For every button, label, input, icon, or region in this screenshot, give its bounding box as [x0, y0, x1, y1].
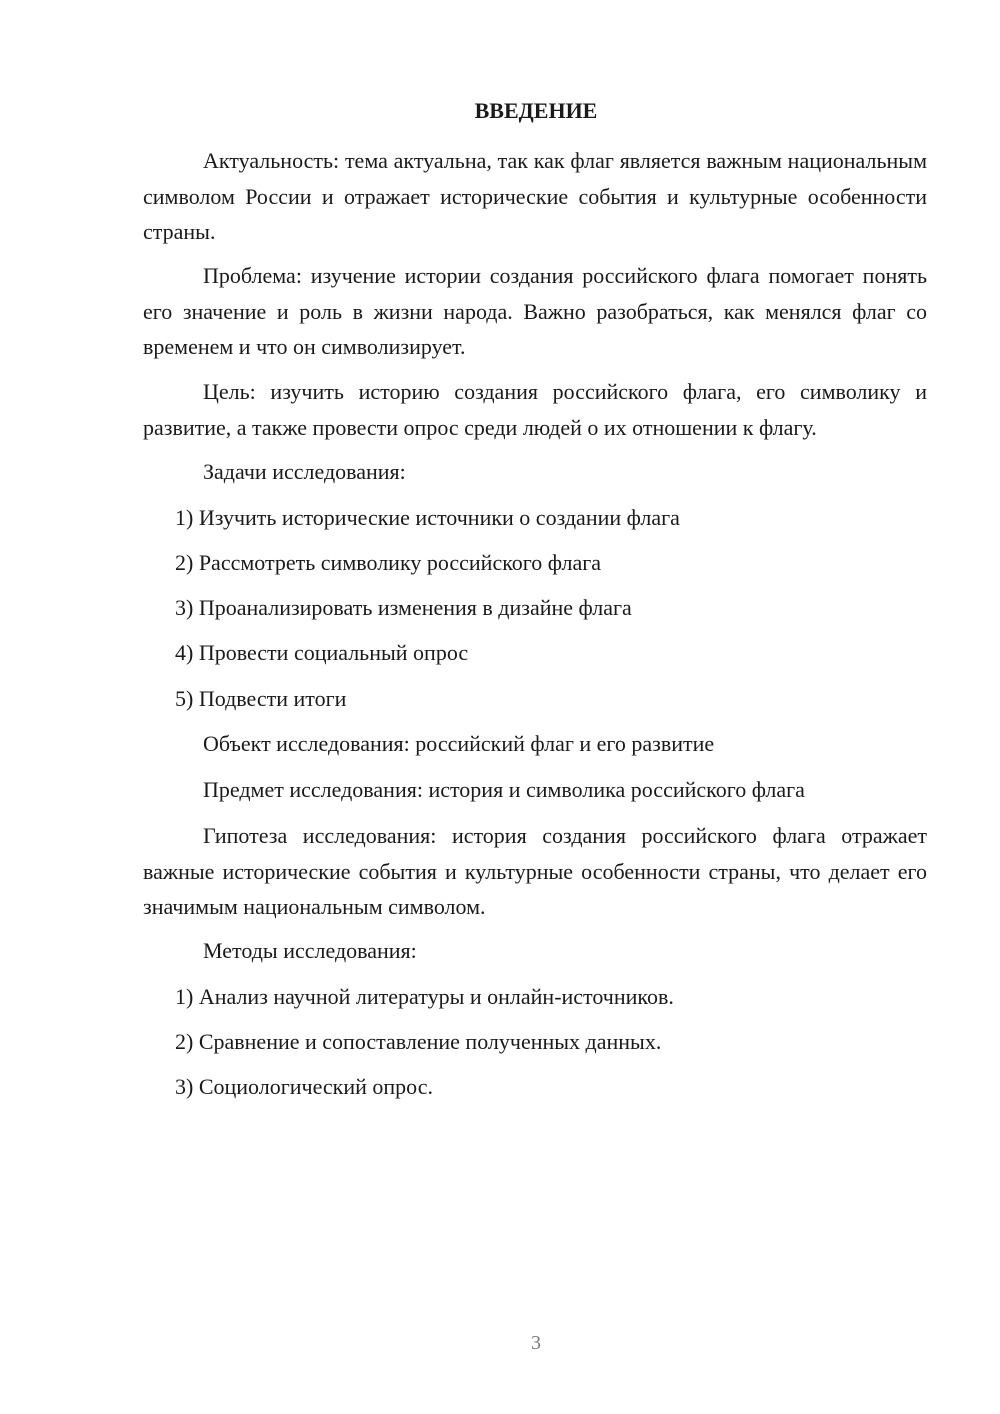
research-object: Объект исследования: российский флаг и его развитие: [203, 731, 715, 756]
methods-heading: Методы исследования:: [203, 938, 417, 963]
relevance-paragraph: Актуальность: тема актуальна, так как флаг является важным национальным символом России и отражает исторические события и культурные особенности страны.: [143, 148, 927, 244]
method-item: 1) Анализ научной литературы и онлайн-источников.: [175, 984, 674, 1009]
goal-paragraph: Цель: изучить историю создания российского флага, его символику и развитие, а также провести опрос среди людей о их отношении к флагу.: [143, 379, 927, 440]
hypothesis-paragraph: Гипотеза исследования: история создания российского флага отражает важные исторические события и культурные особенности страны, что делает его значимым национальным символом.: [143, 823, 927, 919]
task-item: 3) Проанализировать изменения в дизайне флага: [175, 595, 632, 620]
method-item: 3) Социологический опрос.: [175, 1074, 433, 1099]
tasks-heading: Задачи исследования:: [203, 459, 406, 484]
task-item: 2) Рассмотреть символику российского флага: [175, 550, 601, 575]
problem-paragraph: Проблема: изучение истории создания российского флага помогает понять его значение и роль в жизни народа. Важно разобраться, как менялся флаг со временем и что он символизирует.: [143, 263, 927, 359]
page-title: ВВЕДЕНИЕ: [474, 98, 598, 123]
method-item: 2) Сравнение и сопоставление полученных данных.: [175, 1029, 662, 1054]
research-subject: Предмет исследования: история и символика российского флага: [203, 777, 805, 802]
page-number: 3: [531, 1332, 541, 1354]
task-item: 4) Провести социальный опрос: [175, 640, 469, 665]
task-item: 1) Изучить исторические источники о создании флага: [175, 505, 680, 530]
task-item: 5) Подвести итоги: [175, 686, 347, 711]
